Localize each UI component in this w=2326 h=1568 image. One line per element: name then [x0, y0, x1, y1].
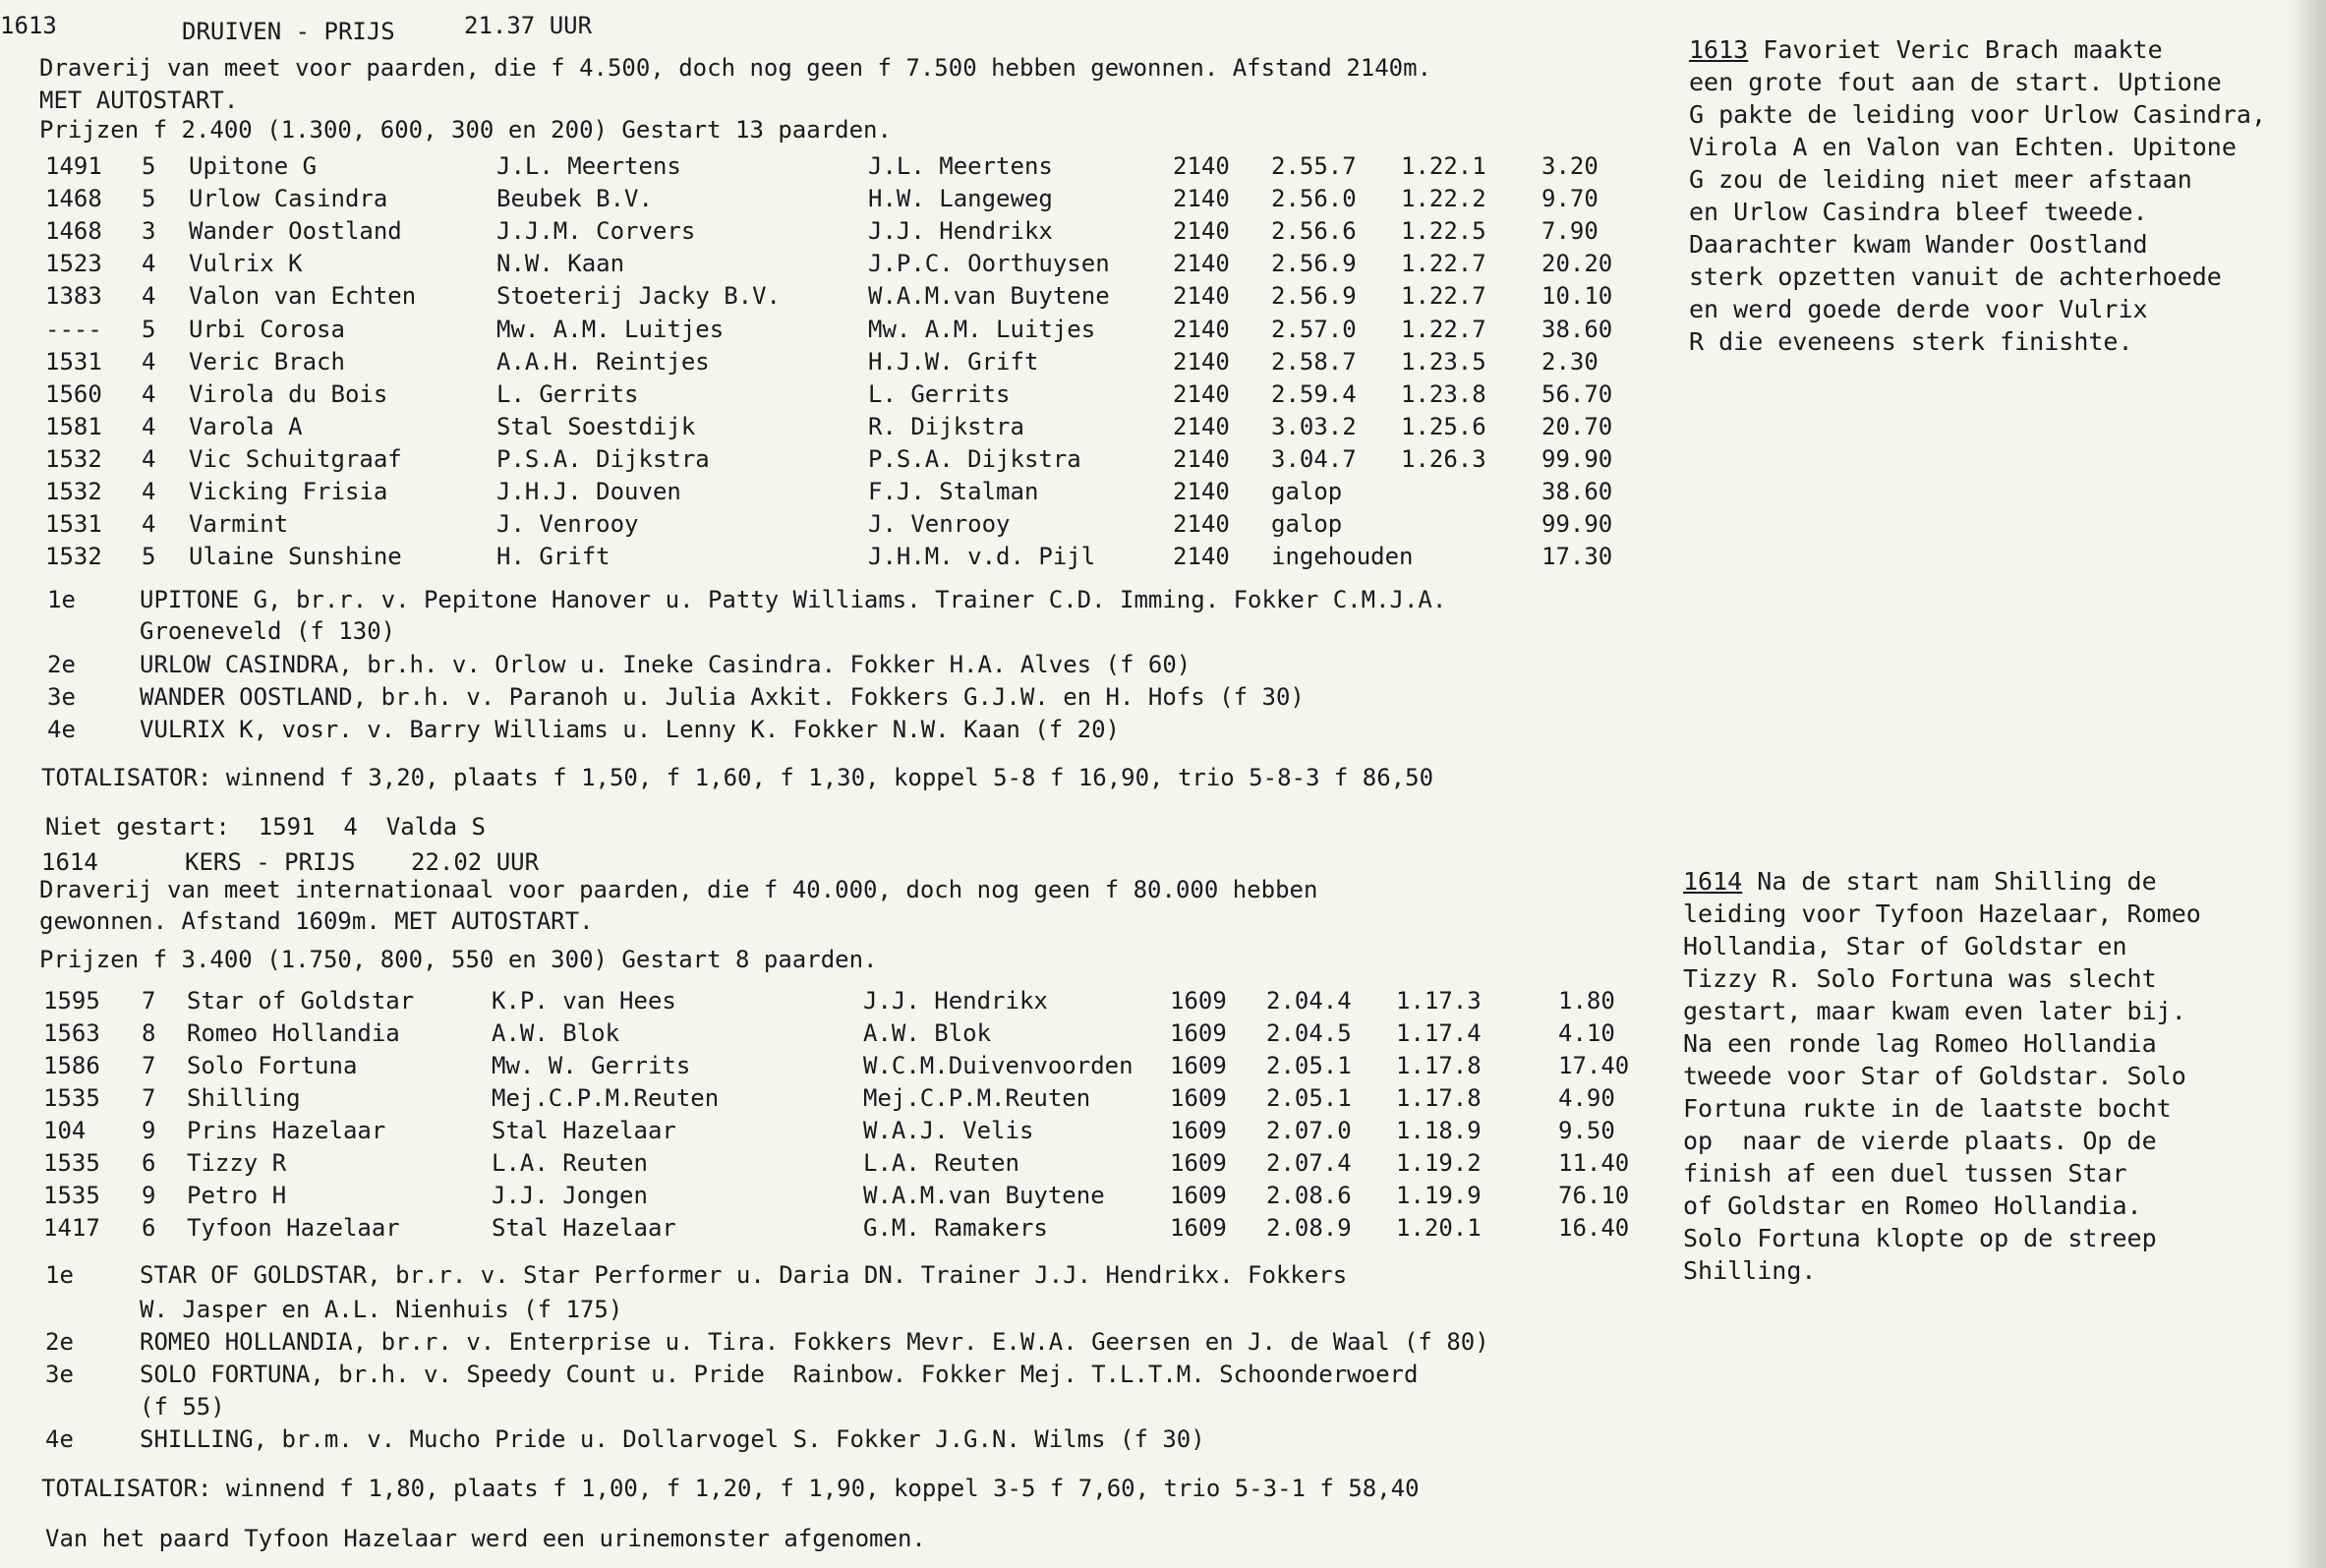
cell-driver: A.W. Blok — [863, 1019, 992, 1047]
cell-driver: H.J.W. Grift — [868, 347, 1039, 376]
cell-owner: Mw. W. Gerrits — [492, 1052, 691, 1079]
cell-km-time: 1.22.7 — [1401, 250, 1486, 278]
comment-line: R die eveneens sterk finishte. — [1689, 327, 2133, 356]
cell-driver: W.A.M.van Buytene — [868, 282, 1110, 311]
comment-line: Tizzy R. Solo Fortuna was slecht — [1683, 964, 2157, 993]
comment-line: Favoriet Veric Brach maakte — [1748, 35, 2163, 64]
cell-odds: 99.90 — [1541, 510, 1613, 539]
cell-owner: K.P. van Hees — [492, 987, 676, 1015]
comment-line: gestart, maar kwam even later bij. — [1683, 997, 2186, 1025]
race-time: 22.02 UUR — [411, 848, 540, 876]
cell-odds: 10.10 — [1541, 282, 1613, 311]
placed-horse-text: URLOW CASINDRA, br.h. v. Orlow u. Ineke Casindra. Fokker H.A. Alves (f 60) — [140, 651, 1192, 678]
race-description: Draverij van meet voor paarden, die f 4.500, doch nog geen f 7.500 hebben gewonnen. Afstand 2140m. — [39, 54, 1432, 82]
race-comment — [1683, 865, 2201, 1287]
cell-race-time: galop — [1271, 510, 1343, 539]
cell-distance: 1609 — [1170, 1149, 1227, 1177]
comment-line: G pakte de leiding voor Urlow Casindra, — [1689, 100, 2266, 129]
cell-odds: 9.70 — [1541, 185, 1599, 213]
cell-owner: Stoeterij Jacky B.V. — [496, 282, 781, 311]
cell-distance: 1609 — [1170, 1214, 1227, 1242]
cell-owner: P.S.A. Dijkstra — [496, 444, 710, 473]
cell-race-time: 2.05.1 — [1266, 1084, 1352, 1112]
cell-race-time: 2.57.0 — [1271, 315, 1357, 343]
cell-owner: L.A. Reuten — [492, 1149, 648, 1177]
cell-start-number: 1532 — [45, 478, 102, 505]
cell-km-time: 1.23.8 — [1401, 379, 1486, 408]
cell-owner: Mej.C.P.M.Reuten — [492, 1084, 720, 1112]
cell-odds: 4.10 — [1558, 1019, 1615, 1047]
cell-km-time: 1.19.2 — [1396, 1149, 1482, 1177]
comment-line: Na de start nam Shilling de — [1742, 867, 2157, 896]
cell-owner: Mw. A.M. Luitjes — [496, 315, 725, 343]
cell-horse-name: Solo Fortuna — [187, 1052, 358, 1079]
cell-odds: 17.30 — [1541, 543, 1613, 571]
cell-horse-name: Urbi Corosa — [189, 315, 345, 343]
cell-distance: 2140 — [1173, 444, 1230, 473]
totalisator: TOTALISATOR: winnend f 3,20, plaats f 1,50, f 1,60, f 1,30, koppel 5-8 f 16,90, trio 5-8-3 f 86,50 — [41, 764, 1434, 791]
cell-post-position: 9 — [142, 1182, 156, 1209]
cell-race-time: 2.58.7 — [1271, 347, 1357, 376]
cell-horse-name: Tyfoon Hazelaar — [187, 1214, 400, 1242]
comment-race-number: 1613 — [1689, 35, 1749, 64]
cell-post-position: 5 — [142, 543, 156, 571]
cell-race-time: 2.04.5 — [1266, 1019, 1352, 1047]
race-description: gewonnen. Afstand 1609m. MET AUTOSTART. — [39, 907, 594, 935]
cell-horse-name: Upitone G — [189, 152, 318, 180]
cell-post-position: 5 — [142, 315, 156, 343]
cell-start-number: 1532 — [45, 543, 102, 571]
cell-post-position: 3 — [142, 217, 156, 246]
cell-post-position: 6 — [142, 1214, 156, 1242]
race-description: MET AUTOSTART. — [39, 87, 239, 114]
cell-start-number: 1586 — [43, 1052, 100, 1079]
cell-odds: 76.10 — [1558, 1182, 1630, 1209]
placed-horse-text: Groeneveld (f 130) — [140, 617, 396, 645]
comment-line: finish af een duel tussen Star — [1683, 1159, 2127, 1188]
cell-driver: L.A. Reuten — [863, 1149, 1019, 1177]
cell-owner: Beubek B.V. — [496, 185, 653, 213]
cell-race-time: 2.07.4 — [1266, 1149, 1352, 1177]
cell-post-position: 4 — [142, 412, 156, 440]
comment-line: Fortuna rukte in de laatste bocht — [1683, 1094, 2172, 1123]
cell-horse-name: Ulaine Sunshine — [189, 543, 402, 571]
race-name: KERS - PRIJS — [185, 848, 356, 876]
cell-odds: 17.40 — [1558, 1052, 1630, 1079]
cell-horse-name: Urlow Casindra — [189, 185, 388, 213]
cell-post-position: 4 — [142, 478, 156, 505]
comment-line: Daarachter kwam Wander Oostland — [1689, 230, 2148, 259]
cell-distance: 1609 — [1170, 1084, 1227, 1112]
cell-distance: 2140 — [1173, 379, 1230, 408]
cell-odds: 99.90 — [1541, 444, 1613, 473]
comment-line: een grote fout aan de start. Uptione — [1689, 68, 2222, 96]
cell-post-position: 9 — [142, 1117, 156, 1144]
cell-driver: J.P.C. Oorthuysen — [868, 250, 1110, 278]
cell-horse-name: Vicking Frisia — [189, 478, 388, 505]
cell-race-time: 2.56.6 — [1271, 217, 1357, 246]
cell-distance: 1609 — [1170, 1117, 1227, 1144]
race-prizes: Prijzen f 2.400 (1.300, 600, 300 en 200) Gestart 13 paarden. — [39, 116, 892, 144]
cell-driver: J.J. Hendrikx — [868, 217, 1053, 246]
cell-start-number: 1531 — [45, 347, 102, 376]
cell-start-number: 1595 — [43, 987, 100, 1015]
cell-start-number: 1535 — [43, 1149, 100, 1177]
placed-horse-text: VULRIX K, vosr. v. Barry Williams u. Lenny K. Fokker N.W. Kaan (f 20) — [140, 716, 1120, 743]
cell-horse-name: Romeo Hollandia — [187, 1019, 400, 1047]
cell-owner: Stal Hazelaar — [492, 1214, 676, 1242]
placed-horse-text: STAR OF GOLDSTAR, br.r. v. Star Performer u. Daria DN. Trainer J.J. Hendrikx. Fokkers — [140, 1261, 1348, 1289]
cell-owner: J. Venrooy — [496, 510, 639, 539]
cell-post-position: 4 — [142, 444, 156, 473]
placed-horse-text: UPITONE G, br.r. v. Pepitone Hanover u. Patty Williams. Trainer C.D. Imming. Fokker C.M.J.A. — [140, 586, 1447, 613]
cell-distance: 2140 — [1173, 152, 1230, 180]
cell-driver: F.J. Stalman — [868, 478, 1039, 505]
cell-km-time: 1.23.5 — [1401, 347, 1486, 376]
cell-race-time: 2.04.4 — [1266, 987, 1352, 1015]
cell-distance: 1609 — [1170, 1052, 1227, 1079]
cell-start-number: 1468 — [45, 185, 102, 213]
cell-race-time: 2.55.7 — [1271, 152, 1357, 180]
cell-driver: R. Dijkstra — [868, 412, 1024, 440]
placed-horse-text: WANDER OOSTLAND, br.h. v. Paranoh u. Julia Axkit. Fokkers G.J.W. en H. Hofs (f 30) — [140, 683, 1305, 711]
cell-driver: G.M. Ramakers — [863, 1214, 1048, 1242]
cell-horse-name: Varola A — [189, 412, 303, 440]
cell-owner: A.W. Blok — [492, 1019, 620, 1047]
cell-driver: Mw. A.M. Luitjes — [868, 315, 1096, 343]
cell-post-position: 4 — [142, 379, 156, 408]
cell-race-time: 2.59.4 — [1271, 379, 1357, 408]
cell-distance: 1609 — [1170, 987, 1227, 1015]
cell-km-time: 1.19.9 — [1396, 1182, 1482, 1209]
comment-line: en Urlow Casindra bleef tweede. — [1689, 198, 2148, 226]
comment-line: tweede voor Star of Goldstar. Solo — [1683, 1062, 2186, 1090]
cell-odds: 2.30 — [1541, 347, 1599, 376]
cell-start-number: ---- — [45, 315, 102, 343]
not-started: Niet gestart: 1591 4 Valda S — [45, 813, 486, 841]
cell-horse-name: Wander Oostland — [189, 217, 402, 246]
cell-race-time: 2.05.1 — [1266, 1052, 1352, 1079]
race-description: Draverij van meet internationaal voor paarden, die f 40.000, doch nog geen f 80.000 hebben — [39, 876, 1318, 903]
place-label: 2e — [47, 651, 76, 678]
cell-km-time: 1.17.3 — [1396, 987, 1482, 1015]
cell-post-position: 7 — [142, 987, 156, 1015]
comment-line: Na een ronde lag Romeo Hollandia — [1683, 1029, 2157, 1058]
cell-km-time: 1.22.7 — [1401, 282, 1486, 311]
cell-distance: 2140 — [1173, 412, 1230, 440]
cell-odds: 16.40 — [1558, 1214, 1630, 1242]
cell-post-position: 5 — [142, 152, 156, 180]
cell-km-time: 1.17.8 — [1396, 1084, 1482, 1112]
cell-odds: 4.90 — [1558, 1084, 1615, 1112]
comment-line: en werd goede derde voor Vulrix — [1689, 295, 2148, 323]
placed-horse-text: ROMEO HOLLANDIA, br.r. v. Enterprise u. Tira. Fokkers Mevr. E.W.A. Geersen en J. de Waal (f 80) — [140, 1328, 1489, 1356]
cell-horse-name: Vulrix K — [189, 250, 303, 278]
cell-km-time: 1.25.6 — [1401, 412, 1486, 440]
cell-start-number: 1383 — [45, 282, 102, 311]
cell-start-number: 1532 — [45, 444, 102, 473]
comment-line: Virola A en Valon van Echten. Upitone — [1689, 133, 2237, 161]
cell-race-time: 2.07.0 — [1266, 1117, 1352, 1144]
cell-driver: P.S.A. Dijkstra — [868, 444, 1081, 473]
cell-race-time: 2.08.6 — [1266, 1182, 1352, 1209]
cell-post-position: 5 — [142, 185, 156, 213]
cell-start-number: 1581 — [45, 412, 102, 440]
race-comment — [1689, 33, 2266, 358]
cell-start-number: 1563 — [43, 1019, 100, 1047]
place-label: 3e — [47, 683, 76, 711]
race-name: DRUIVEN - PRIJS — [182, 18, 395, 45]
cell-owner: H. Grift — [496, 543, 611, 571]
placed-horse-text: SHILLING, br.m. v. Mucho Pride u. Dollarvogel S. Fokker J.G.N. Wilms (f 30) — [140, 1425, 1205, 1453]
cell-start-number: 1535 — [43, 1084, 100, 1112]
cell-driver: L. Gerrits — [868, 379, 1011, 408]
cell-start-number: 1523 — [45, 250, 102, 278]
cell-distance: 2140 — [1173, 185, 1230, 213]
cell-race-time: 2.56.9 — [1271, 282, 1357, 311]
totalisator: TOTALISATOR: winnend f 1,80, plaats f 1,00, f 1,20, f 1,90, koppel 3-5 f 7,60, trio 5-3-1 f 58,40 — [41, 1475, 1420, 1502]
comment-line: Hollandia, Star of Goldstar en — [1683, 932, 2127, 960]
cell-horse-name: Tizzy R — [187, 1149, 287, 1177]
cell-distance: 2140 — [1173, 217, 1230, 246]
cell-race-time: 3.03.2 — [1271, 412, 1357, 440]
cell-start-number: 1468 — [45, 217, 102, 246]
cell-post-position: 4 — [142, 250, 156, 278]
cell-start-number: 1535 — [43, 1182, 100, 1209]
cell-horse-name: Petro H — [187, 1182, 287, 1209]
place-label: 1e — [45, 1261, 74, 1289]
cell-odds: 7.90 — [1541, 217, 1599, 246]
cell-driver: Mej.C.P.M.Reuten — [863, 1084, 1091, 1112]
cell-post-position: 4 — [142, 347, 156, 376]
cell-km-time: 1.22.2 — [1401, 185, 1486, 213]
cell-owner: J.L. Meertens — [496, 152, 681, 180]
cell-post-position: 4 — [142, 510, 156, 539]
comment-line: leiding voor Tyfoon Hazelaar, Romeo — [1683, 900, 2201, 928]
cell-owner: L. Gerrits — [496, 379, 639, 408]
place-label: 1e — [47, 586, 76, 613]
cell-distance: 2140 — [1173, 250, 1230, 278]
cell-start-number: 1531 — [45, 510, 102, 539]
placed-horse-text: W. Jasper en A.L. Nienhuis (f 175) — [140, 1296, 623, 1323]
cell-odds: 38.60 — [1541, 315, 1613, 343]
comment-race-number: 1614 — [1683, 867, 1743, 896]
cell-km-time: 1.17.8 — [1396, 1052, 1482, 1079]
comment-line: sterk opzetten vanuit de achterhoede — [1689, 262, 2222, 291]
comment-line: G zou de leiding niet meer afstaan — [1689, 165, 2192, 194]
cell-race-time: ingehouden — [1271, 543, 1414, 571]
cell-km-time: 1.26.3 — [1401, 444, 1486, 473]
cell-horse-name: Shilling — [187, 1084, 301, 1112]
cell-start-number: 104 — [43, 1117, 87, 1144]
cell-distance: 2140 — [1173, 347, 1230, 376]
race-time: 21.37 UUR — [464, 12, 593, 39]
cell-race-time: 2.56.0 — [1271, 185, 1357, 213]
comment-line: Solo Fortuna klopte op de streep — [1683, 1224, 2157, 1252]
cell-km-time: 1.22.5 — [1401, 217, 1486, 246]
comment-line: of Goldstar en Romeo Hollandia. — [1683, 1191, 2142, 1220]
cell-horse-name: Varmint — [189, 510, 289, 539]
page-edge-shadow — [2287, 0, 2326, 1568]
race-number: 1613 — [0, 12, 57, 39]
cell-odds: 38.60 — [1541, 478, 1613, 505]
cell-km-time: 1.22.7 — [1401, 315, 1486, 343]
place-label: 4e — [45, 1425, 74, 1453]
cell-distance: 2140 — [1173, 478, 1230, 505]
cell-distance: 2140 — [1173, 282, 1230, 311]
cell-odds: 20.70 — [1541, 412, 1613, 440]
cell-horse-name: Prins Hazelaar — [187, 1117, 386, 1144]
cell-start-number: 1417 — [43, 1214, 100, 1242]
cell-distance: 2140 — [1173, 543, 1230, 571]
cell-driver: W.A.M.van Buytene — [863, 1182, 1105, 1209]
cell-race-time: 2.08.9 — [1266, 1214, 1352, 1242]
race-remark: Van het paard Tyfoon Hazelaar werd een urinemonster afgenomen. — [45, 1525, 926, 1552]
cell-odds: 20.20 — [1541, 250, 1613, 278]
cell-km-time: 1.17.4 — [1396, 1019, 1482, 1047]
cell-driver: J.L. Meertens — [868, 152, 1053, 180]
cell-post-position: 4 — [142, 282, 156, 311]
cell-post-position: 6 — [142, 1149, 156, 1177]
cell-driver: J.J. Hendrikx — [863, 987, 1048, 1015]
cell-horse-name: Veric Brach — [189, 347, 345, 376]
cell-owner: A.A.H. Reintjes — [496, 347, 710, 376]
cell-owner: Stal Soestdijk — [496, 412, 696, 440]
cell-horse-name: Vic Schuitgraaf — [189, 444, 402, 473]
comment-line: Shilling. — [1683, 1256, 1817, 1285]
cell-race-time: 2.56.9 — [1271, 250, 1357, 278]
cell-odds: 56.70 — [1541, 379, 1613, 408]
placed-horse-text: (f 55) — [140, 1393, 225, 1421]
place-label: 4e — [47, 716, 76, 743]
place-label: 3e — [45, 1361, 74, 1388]
cell-odds: 9.50 — [1558, 1117, 1615, 1144]
placed-horse-text: SOLO FORTUNA, br.h. v. Speedy Count u. Pride Rainbow. Fokker Mej. T.L.T.M. Schoonderwoerd — [140, 1361, 1419, 1388]
cell-driver: H.W. Langeweg — [868, 185, 1053, 213]
cell-start-number: 1560 — [45, 379, 102, 408]
cell-horse-name: Valon van Echten — [189, 282, 417, 311]
cell-distance: 1609 — [1170, 1182, 1227, 1209]
cell-km-time: 1.22.1 — [1401, 152, 1486, 180]
cell-post-position: 7 — [142, 1052, 156, 1079]
cell-km-time: 1.18.9 — [1396, 1117, 1482, 1144]
race-prizes: Prijzen f 3.400 (1.750, 800, 550 en 300) Gestart 8 paarden. — [39, 946, 878, 973]
comment-line: op naar de vierde plaats. Op de — [1683, 1127, 2157, 1155]
cell-race-time: galop — [1271, 478, 1343, 505]
cell-distance: 1609 — [1170, 1019, 1227, 1047]
cell-odds: 11.40 — [1558, 1149, 1630, 1177]
cell-post-position: 7 — [142, 1084, 156, 1112]
cell-horse-name: Star of Goldstar — [187, 987, 415, 1015]
cell-post-position: 8 — [142, 1019, 156, 1047]
cell-driver: J.H.M. v.d. Pijl — [868, 543, 1096, 571]
cell-owner: J.J. Jongen — [492, 1182, 648, 1209]
cell-odds: 3.20 — [1541, 152, 1599, 180]
cell-owner: J.H.J. Douven — [496, 478, 681, 505]
cell-start-number: 1491 — [45, 152, 102, 180]
cell-km-time: 1.20.1 — [1396, 1214, 1482, 1242]
cell-distance: 2140 — [1173, 315, 1230, 343]
cell-owner: N.W. Kaan — [496, 250, 625, 278]
cell-race-time: 3.04.7 — [1271, 444, 1357, 473]
place-label: 2e — [45, 1328, 74, 1356]
cell-owner: J.J.M. Corvers — [496, 217, 696, 246]
cell-driver: W.C.M.Duivenvoorden — [863, 1052, 1134, 1079]
cell-distance: 2140 — [1173, 510, 1230, 539]
cell-driver: W.A.J. Velis — [863, 1117, 1034, 1144]
cell-driver: J. Venrooy — [868, 510, 1011, 539]
race-number: 1614 — [41, 848, 98, 876]
cell-odds: 1.80 — [1558, 987, 1615, 1015]
cell-horse-name: Virola du Bois — [189, 379, 388, 408]
cell-owner: Stal Hazelaar — [492, 1117, 676, 1144]
